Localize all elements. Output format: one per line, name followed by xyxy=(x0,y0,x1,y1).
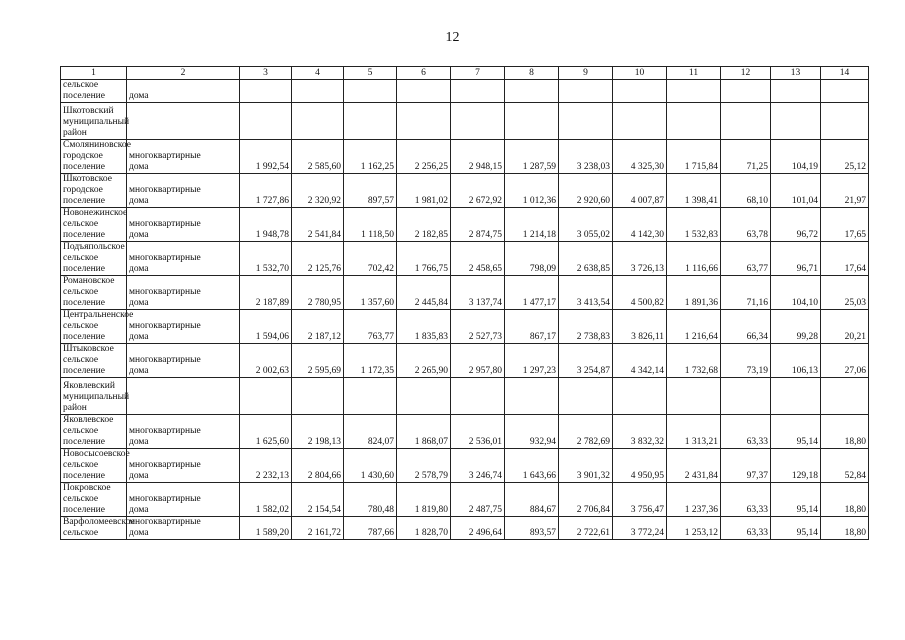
building-type: многоквартирные дома xyxy=(127,174,240,208)
value-cell: 129,18 xyxy=(771,449,821,483)
value-cell xyxy=(397,103,451,140)
column-number-14: 14 xyxy=(821,67,869,80)
value-cell: 4 950,95 xyxy=(613,449,667,483)
value-cell: 3 772,24 xyxy=(613,517,667,540)
value-cell: 4 500,82 xyxy=(613,276,667,310)
value-cell: 2 780,95 xyxy=(292,276,344,310)
value-cell: 1 172,35 xyxy=(344,344,397,378)
value-cell: 1 992,54 xyxy=(240,140,292,174)
value-cell: 63,33 xyxy=(721,415,771,449)
value-cell: 17,65 xyxy=(821,208,869,242)
table-row xyxy=(61,310,869,344)
value-cell xyxy=(397,80,451,103)
value-cell: 1 297,23 xyxy=(505,344,559,378)
value-cell xyxy=(613,378,667,415)
building-type: многоквартирные дома xyxy=(127,449,240,483)
municipality-name: Романовское сельское поселение xyxy=(61,276,127,310)
value-cell: 1 287,59 xyxy=(505,140,559,174)
value-cell: 1 216,64 xyxy=(667,310,721,344)
value-cell xyxy=(821,103,869,140)
value-cell: 18,80 xyxy=(821,517,869,540)
value-cell: 71,16 xyxy=(721,276,771,310)
value-cell xyxy=(451,103,505,140)
value-cell xyxy=(344,80,397,103)
table-row xyxy=(61,242,869,276)
value-cell xyxy=(505,103,559,140)
value-cell: 2 948,15 xyxy=(451,140,505,174)
value-cell: 3 826,11 xyxy=(613,310,667,344)
value-cell: 932,94 xyxy=(505,415,559,449)
municipality-name: Яковлевский муниципальный район xyxy=(61,378,127,415)
value-cell: 71,25 xyxy=(721,140,771,174)
value-cell: 1 532,70 xyxy=(240,242,292,276)
value-cell: 2 182,85 xyxy=(397,208,451,242)
table-row xyxy=(61,276,869,310)
value-cell: 2 431,84 xyxy=(667,449,721,483)
table-row xyxy=(61,208,869,242)
value-cell xyxy=(240,80,292,103)
value-cell: 824,07 xyxy=(344,415,397,449)
value-cell xyxy=(397,378,451,415)
column-number-12: 12 xyxy=(721,67,771,80)
value-cell: 97,37 xyxy=(721,449,771,483)
value-cell xyxy=(821,80,869,103)
value-cell: 2 578,79 xyxy=(397,449,451,483)
column-number-9: 9 xyxy=(559,67,613,80)
value-cell xyxy=(667,103,721,140)
value-cell: 1 625,60 xyxy=(240,415,292,449)
value-cell xyxy=(613,103,667,140)
building-type: многоквартирные дома xyxy=(127,242,240,276)
value-cell: 101,04 xyxy=(771,174,821,208)
value-cell: 1 715,84 xyxy=(667,140,721,174)
value-cell: 1 214,18 xyxy=(505,208,559,242)
value-cell: 2 804,66 xyxy=(292,449,344,483)
value-cell: 2 232,13 xyxy=(240,449,292,483)
value-cell xyxy=(292,80,344,103)
building-type: многоквартирные дома xyxy=(127,208,240,242)
value-cell: 787,66 xyxy=(344,517,397,540)
value-cell xyxy=(821,378,869,415)
value-cell: 1 819,80 xyxy=(397,483,451,517)
value-cell: 1 237,36 xyxy=(667,483,721,517)
municipality-name: сельское поселение xyxy=(61,80,127,103)
value-cell: 4 007,87 xyxy=(613,174,667,208)
value-cell: 1 118,50 xyxy=(344,208,397,242)
value-cell xyxy=(771,103,821,140)
value-cell: 104,19 xyxy=(771,140,821,174)
value-cell: 3 246,74 xyxy=(451,449,505,483)
value-cell: 1 116,66 xyxy=(667,242,721,276)
value-cell: 106,13 xyxy=(771,344,821,378)
value-cell: 2 585,60 xyxy=(292,140,344,174)
value-cell: 63,33 xyxy=(721,517,771,540)
column-number-13: 13 xyxy=(771,67,821,80)
value-cell xyxy=(451,80,505,103)
table-row xyxy=(61,378,869,415)
table-row xyxy=(61,415,869,449)
column-number-10: 10 xyxy=(613,67,667,80)
municipality-name: Новонежинское сельское поселение xyxy=(61,208,127,242)
municipality-name: Штыковское сельское поселение xyxy=(61,344,127,378)
value-cell xyxy=(559,378,613,415)
value-cell xyxy=(344,103,397,140)
building-type: многоквартирные дома xyxy=(127,415,240,449)
value-cell: 2 672,92 xyxy=(451,174,505,208)
value-cell xyxy=(771,80,821,103)
value-cell: 867,17 xyxy=(505,310,559,344)
value-cell: 4 342,14 xyxy=(613,344,667,378)
building-type: дома xyxy=(127,80,240,103)
value-cell: 2 541,84 xyxy=(292,208,344,242)
value-cell xyxy=(721,80,771,103)
value-cell xyxy=(667,378,721,415)
building-type: многоквартирные дома xyxy=(127,517,240,540)
value-cell: 1 398,41 xyxy=(667,174,721,208)
value-cell: 2 487,75 xyxy=(451,483,505,517)
building-type xyxy=(127,378,240,415)
municipality-name: Смоляниновское городское поселение xyxy=(61,140,127,174)
building-type: многоквартирные дома xyxy=(127,276,240,310)
value-cell: 95,14 xyxy=(771,415,821,449)
value-cell: 897,57 xyxy=(344,174,397,208)
value-cell: 2 256,25 xyxy=(397,140,451,174)
value-cell: 1 981,02 xyxy=(397,174,451,208)
value-cell: 1 868,07 xyxy=(397,415,451,449)
value-cell: 52,84 xyxy=(821,449,869,483)
value-cell: 2 782,69 xyxy=(559,415,613,449)
value-cell: 63,78 xyxy=(721,208,771,242)
value-cell xyxy=(240,103,292,140)
table-row xyxy=(61,80,869,103)
municipality-name: Покровское сельское поселение xyxy=(61,483,127,517)
value-cell xyxy=(451,378,505,415)
value-cell: 1 727,86 xyxy=(240,174,292,208)
municipality-name: Яковлевское сельское поселение xyxy=(61,415,127,449)
value-cell: 1 582,02 xyxy=(240,483,292,517)
table-row xyxy=(61,344,869,378)
value-cell: 2 125,76 xyxy=(292,242,344,276)
value-cell xyxy=(559,103,613,140)
value-cell: 1 594,06 xyxy=(240,310,292,344)
column-number-2: 2 xyxy=(127,67,240,80)
municipality-name: Подъяпольское сельское поселение xyxy=(61,242,127,276)
value-cell: 1 162,25 xyxy=(344,140,397,174)
value-cell: 68,10 xyxy=(721,174,771,208)
value-cell: 2 920,60 xyxy=(559,174,613,208)
value-cell: 4 325,30 xyxy=(613,140,667,174)
value-cell: 3 137,74 xyxy=(451,276,505,310)
column-number-row xyxy=(61,67,869,80)
value-cell: 1 643,66 xyxy=(505,449,559,483)
value-cell: 1 477,17 xyxy=(505,276,559,310)
value-cell: 2 706,84 xyxy=(559,483,613,517)
table-row xyxy=(61,174,869,208)
value-cell xyxy=(559,80,613,103)
value-cell: 1 430,60 xyxy=(344,449,397,483)
value-cell: 25,12 xyxy=(821,140,869,174)
value-cell: 17,64 xyxy=(821,242,869,276)
value-cell: 73,19 xyxy=(721,344,771,378)
value-cell: 2 198,13 xyxy=(292,415,344,449)
building-type: многоквартирные дома xyxy=(127,483,240,517)
value-cell: 1 891,36 xyxy=(667,276,721,310)
value-cell: 18,80 xyxy=(821,483,869,517)
table-row xyxy=(61,483,869,517)
municipality-name: Варфоломеевское сельское xyxy=(61,517,127,540)
value-cell: 1 766,75 xyxy=(397,242,451,276)
value-cell xyxy=(344,378,397,415)
column-number-5: 5 xyxy=(344,67,397,80)
municipality-name: Шкотовское городское поселение xyxy=(61,174,127,208)
value-cell: 2 320,92 xyxy=(292,174,344,208)
value-cell: 3 901,32 xyxy=(559,449,613,483)
value-cell xyxy=(721,378,771,415)
value-cell: 1 253,12 xyxy=(667,517,721,540)
value-cell: 3 413,54 xyxy=(559,276,613,310)
value-cell: 2 002,63 xyxy=(240,344,292,378)
column-number-11: 11 xyxy=(667,67,721,80)
value-cell xyxy=(721,103,771,140)
value-cell: 3 238,03 xyxy=(559,140,613,174)
page-number: 12 xyxy=(445,30,460,45)
value-cell: 2 722,61 xyxy=(559,517,613,540)
value-cell: 99,28 xyxy=(771,310,821,344)
value-cell: 3 726,13 xyxy=(613,242,667,276)
value-cell: 1 589,20 xyxy=(240,517,292,540)
building-type: многоквартирные дома xyxy=(127,310,240,344)
value-cell: 2 527,73 xyxy=(451,310,505,344)
value-cell: 1 948,78 xyxy=(240,208,292,242)
value-cell xyxy=(667,80,721,103)
table-row xyxy=(61,449,869,483)
value-cell: 798,09 xyxy=(505,242,559,276)
value-cell: 1 828,70 xyxy=(397,517,451,540)
value-cell xyxy=(292,103,344,140)
value-cell xyxy=(613,80,667,103)
value-cell: 2 638,85 xyxy=(559,242,613,276)
value-cell: 1 532,83 xyxy=(667,208,721,242)
municipality-name: Шкотовский муниципальный район xyxy=(61,103,127,140)
value-cell xyxy=(771,378,821,415)
value-cell xyxy=(505,80,559,103)
value-cell: 2 957,80 xyxy=(451,344,505,378)
value-cell: 21,97 xyxy=(821,174,869,208)
value-cell: 1 357,60 xyxy=(344,276,397,310)
value-cell: 1 732,68 xyxy=(667,344,721,378)
table-row xyxy=(61,517,869,540)
column-number-8: 8 xyxy=(505,67,559,80)
value-cell: 2 187,12 xyxy=(292,310,344,344)
value-cell: 27,06 xyxy=(821,344,869,378)
value-cell: 95,14 xyxy=(771,517,821,540)
municipality-name: Центральненское сельское поселение xyxy=(61,310,127,344)
value-cell: 4 142,30 xyxy=(613,208,667,242)
building-type: многоквартирные дома xyxy=(127,344,240,378)
value-cell: 2 595,69 xyxy=(292,344,344,378)
value-cell: 2 496,64 xyxy=(451,517,505,540)
value-cell: 2 458,65 xyxy=(451,242,505,276)
value-cell: 96,72 xyxy=(771,208,821,242)
column-number-4: 4 xyxy=(292,67,344,80)
value-cell: 2 187,89 xyxy=(240,276,292,310)
value-cell: 1 835,83 xyxy=(397,310,451,344)
value-cell: 780,48 xyxy=(344,483,397,517)
value-cell: 2 265,90 xyxy=(397,344,451,378)
value-cell: 3 832,32 xyxy=(613,415,667,449)
column-number-1: 1 xyxy=(61,67,127,80)
value-cell: 2 161,72 xyxy=(292,517,344,540)
value-cell: 95,14 xyxy=(771,483,821,517)
building-type: многоквартирные дома xyxy=(127,140,240,174)
table-row xyxy=(61,140,869,174)
value-cell: 96,71 xyxy=(771,242,821,276)
column-number-7: 7 xyxy=(451,67,505,80)
value-cell: 2 874,75 xyxy=(451,208,505,242)
value-cell: 893,57 xyxy=(505,517,559,540)
value-cell: 25,03 xyxy=(821,276,869,310)
tariff-table xyxy=(60,66,869,540)
value-cell: 2 445,84 xyxy=(397,276,451,310)
building-type xyxy=(127,103,240,140)
value-cell: 2 154,54 xyxy=(292,483,344,517)
value-cell: 63,77 xyxy=(721,242,771,276)
value-cell: 884,67 xyxy=(505,483,559,517)
value-cell: 66,34 xyxy=(721,310,771,344)
value-cell: 1 012,36 xyxy=(505,174,559,208)
value-cell: 104,10 xyxy=(771,276,821,310)
value-cell: 763,77 xyxy=(344,310,397,344)
value-cell xyxy=(292,378,344,415)
column-number-3: 3 xyxy=(240,67,292,80)
value-cell xyxy=(240,378,292,415)
value-cell: 2 738,83 xyxy=(559,310,613,344)
value-cell: 63,33 xyxy=(721,483,771,517)
column-number-6: 6 xyxy=(397,67,451,80)
value-cell: 3 055,02 xyxy=(559,208,613,242)
value-cell: 702,42 xyxy=(344,242,397,276)
value-cell: 3 254,87 xyxy=(559,344,613,378)
value-cell xyxy=(505,378,559,415)
value-cell: 1 313,21 xyxy=(667,415,721,449)
table-row xyxy=(61,103,869,140)
municipality-name: Новосысоевское сельское поселение xyxy=(61,449,127,483)
value-cell: 20,21 xyxy=(821,310,869,344)
value-cell: 3 756,47 xyxy=(613,483,667,517)
value-cell: 18,80 xyxy=(821,415,869,449)
value-cell: 2 536,01 xyxy=(451,415,505,449)
